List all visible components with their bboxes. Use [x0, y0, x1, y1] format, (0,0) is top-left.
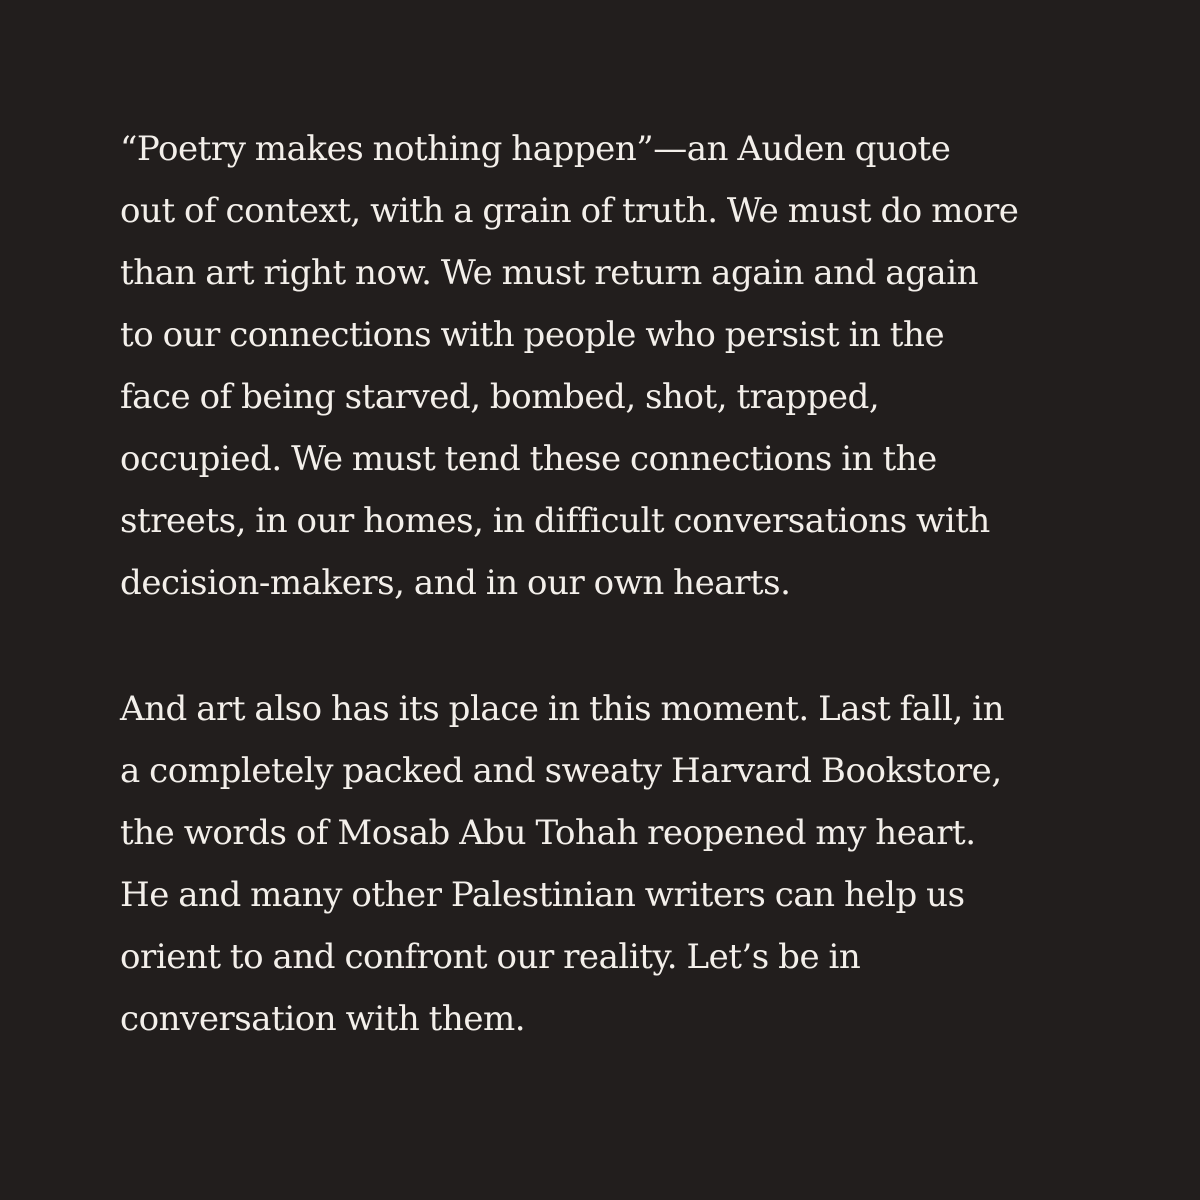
paragraph-line: “Poetry makes nothing happen”—an Auden quote [120, 129, 951, 169]
paragraph-line: the words of Mosab Abu Tohah reopened my heart. [120, 813, 976, 853]
paragraph-line: a completely packed and sweaty Harvard Bookstore, [120, 751, 1002, 791]
paragraph-1 [120, 118, 1110, 614]
paragraph-line: face of being starved, bombed, shot, trapped, [120, 377, 880, 417]
paragraph-line: decision-makers, and in our own hearts. [120, 563, 791, 603]
paragraph-2 [120, 678, 1110, 1050]
paragraph-line: conversation with them. [120, 999, 526, 1039]
paragraph-spacer [120, 614, 1110, 678]
paragraph-line: to our connections with people who persist in the [120, 315, 945, 355]
paragraph-line: out of context, with a grain of truth. We must do more [120, 191, 1019, 231]
paragraph-line: streets, in our homes, in difficult conversations with [120, 501, 990, 541]
body-text [120, 118, 1110, 1050]
paragraph-line: occupied. We must tend these connections in the [120, 439, 937, 479]
paragraph-line: And art also has its place in this moment. Last fall, in [120, 689, 1005, 729]
paragraph-line: than art right now. We must return again and again [120, 253, 979, 293]
paragraph-line: He and many other Palestinian writers can help us [120, 875, 965, 915]
paragraph-line: orient to and confront our reality. Let’s be in [120, 937, 861, 977]
